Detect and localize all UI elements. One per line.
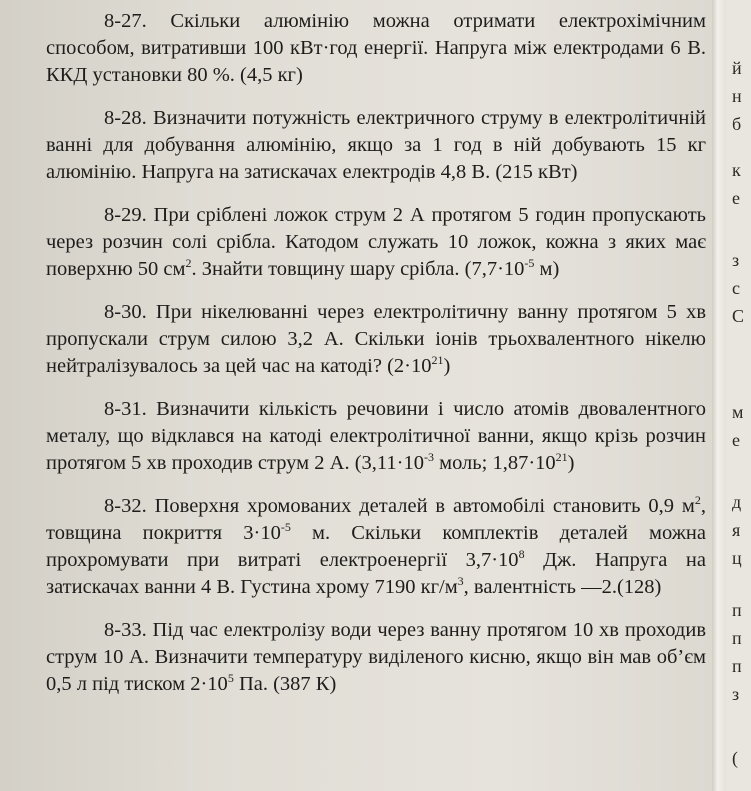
superscript: 21 (431, 353, 444, 368)
problem-list (46, 8, 706, 714)
next-page-edge (726, 0, 751, 791)
superscript: 3 (457, 574, 464, 589)
book-gutter (712, 0, 726, 791)
problem-text: Визначити кількість речовини і число атомів двовалентного металу, що відклався на катоді електролітичної ванни, якщо крізь розчин протягом 5 хв проходив струм 2 А. (3,11·10 (46, 398, 706, 474)
problem-text: ) (443, 355, 451, 377)
problem-text: Поверхня хромованих деталей в автомобілі становить 0,9 м (154, 495, 695, 517)
superscript: -5 (524, 256, 535, 271)
problem-8-28 (46, 105, 706, 186)
superscript: 5 (227, 671, 234, 686)
problem-number: 8-32. (104, 495, 147, 517)
problem-text: Під час електролізу води через ванну протягом 10 хв проходив струм 10 А. Визначити температуру виділеного кисню, якщо він мав об’єм 0,5 л під тиском 2·10 (46, 619, 707, 695)
next-page-letter: п (732, 600, 742, 620)
problem-text: , товщина покриття 3·10 (46, 495, 706, 544)
next-page-letter: б (732, 114, 742, 134)
superscript: 21 (555, 450, 568, 465)
next-page-letter: к (732, 160, 741, 180)
problem-8-33 (46, 617, 706, 698)
problem-text: моль; 1,87·10 (433, 452, 556, 474)
next-page-letter: п (732, 656, 742, 676)
problem-text: Скільки алюмінію можна отримати електрохімічним способом, витративши 100 кВт·год енергії. Напруга між електродами 6 В. ККД установки 80 %. (4,5 кг) (46, 10, 706, 86)
problem-text: При нікелюванні через електролітичну ванну протягом 5 хв пропускали струм силою 3,2 А. Скільки іонів трьохвалентного нікелю нейтралізувалось за цей час на катоді? (2·10 (46, 301, 707, 377)
superscript: -3 (423, 450, 434, 465)
problem-text: Дж. Напруга на затискачах ванни 4 В. Густина хрому 7190 кг/м (46, 549, 706, 598)
problem-text: Визначити потужність електричного струму в електролітичній ванні для добування алюмінію, якщо за 1 год в ній добувають 15 кг алюмінію. Напруга на затискачах електродів 4,8 В. (215 кВт) (46, 107, 706, 183)
next-page-letter: й (732, 58, 742, 78)
problem-text: м. Скільки комплектів деталей можна прохромувати при витраті електроенергії 3,7·10 (46, 522, 707, 571)
problem-text: При сріблені ложок струм 2 А протягом 5 годин пропускають через розчин солі срібла. Катодом служать 10 ложок, кожна з яких має поверхню 50 см (46, 204, 707, 280)
next-page-letter: е (732, 188, 740, 208)
problem-8-29 (46, 202, 706, 283)
problem-text: . Знайти товщину шару срібла. (7,7·10 (191, 258, 525, 280)
next-page-letter: е (732, 430, 740, 450)
problem-8-30 (46, 299, 706, 380)
problem-number: 8-27. (104, 10, 147, 32)
next-page-letter: з (732, 684, 740, 704)
next-page-letter: С (732, 306, 745, 326)
next-page-letter: ( (732, 748, 738, 768)
next-page-letter: з (732, 250, 740, 270)
problem-text: ) (567, 452, 575, 474)
next-page-letter: с (732, 278, 740, 298)
superscript: -5 (280, 520, 291, 535)
problem-text: Па. (387 К) (233, 673, 337, 695)
problem-8-27 (46, 8, 706, 89)
superscript: 2 (694, 493, 701, 508)
next-page-letter: н (732, 86, 742, 106)
problem-number: 8-28. (104, 107, 147, 129)
problem-number: 8-31. (104, 398, 147, 420)
superscript: 2 (185, 256, 192, 271)
next-page-letter: м (732, 402, 744, 422)
problem-number: 8-33. (104, 619, 147, 641)
next-page-letter: д (732, 492, 742, 512)
next-page-letter: ц (732, 548, 742, 568)
problem-number: 8-29. (104, 204, 147, 226)
next-page-letter: я (732, 520, 741, 540)
problem-number: 8-30. (104, 301, 147, 323)
problem-text: , валентність —2.(128) (463, 576, 662, 598)
problem-text: м) (534, 258, 560, 280)
next-page-letter: п (732, 628, 742, 648)
superscript: 8 (518, 547, 525, 562)
problem-8-32 (46, 493, 706, 601)
problem-8-31 (46, 396, 706, 477)
